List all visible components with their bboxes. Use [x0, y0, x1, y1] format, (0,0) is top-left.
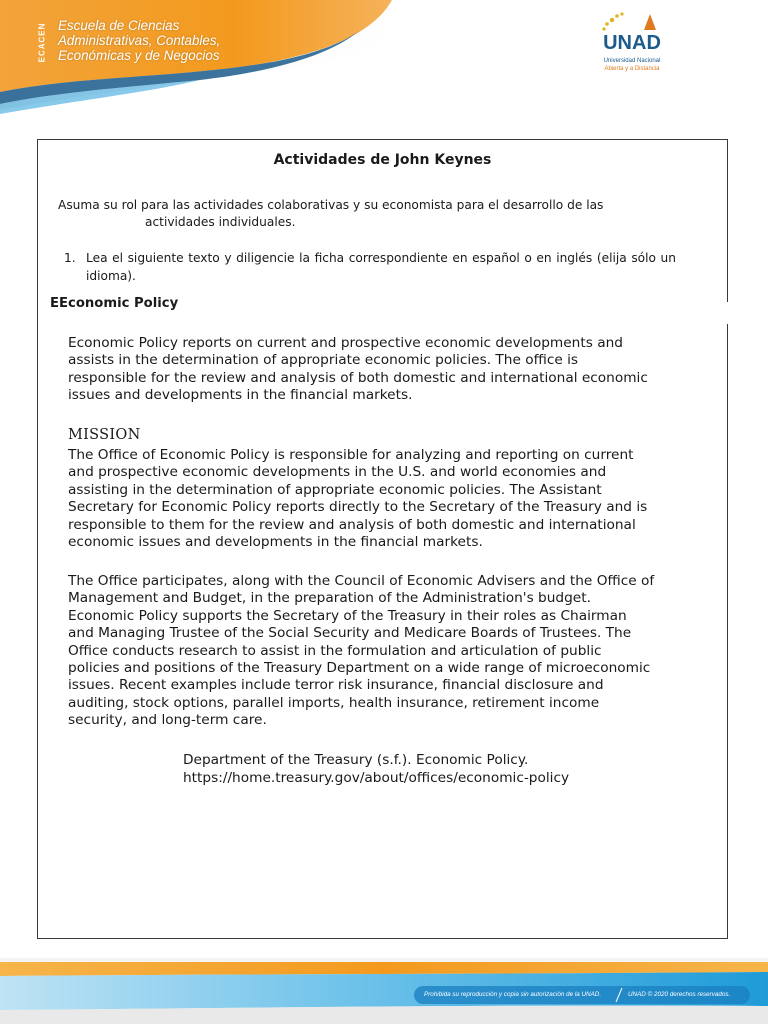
paragraph-line: responsible to them for the review and analysis of both domestic and international	[68, 516, 636, 533]
intro-line: Asuma su rol para las actividades colaborativas y su economista para el desarrollo de las	[58, 198, 604, 212]
school-name-line: Administrativas, Contables,	[58, 33, 221, 48]
logo-wordmark: UNAD	[603, 32, 661, 54]
unad-logo	[592, 8, 682, 84]
footer-notice: Prohibida su reproducción y copia sin autorización de la UNAD.	[424, 991, 602, 998]
paragraph-line: Office conducts research to assist in the formulation and articulation of public	[68, 642, 602, 659]
paragraph-1	[68, 335, 720, 405]
paragraph-line: issues and developments in the financial markets.	[68, 387, 413, 404]
paragraph-line: The Office participates, along with the Council of Economic Advisers and the Office of	[68, 573, 655, 589]
document-title: Actividades de John Keynes	[273, 152, 492, 168]
paragraph-line: security, and long-term care.	[68, 712, 267, 729]
footer-copyright: UNAD © 2020 derechos reservados.	[628, 991, 731, 998]
paragraph-line: policies and positions of the Treasury Department on a wide range of microeconomic	[68, 660, 651, 677]
paragraph-line: assisting in the determination of appropriate economic policies. The Assistant	[68, 481, 602, 498]
logo-subtitle-2: Abierta y a Distancia	[604, 66, 660, 72]
paragraph-line: auditing, stock options, parallel imports, health insurance, retirement income	[68, 694, 600, 711]
school-name-line: Económicas y de Negocios	[58, 48, 220, 63]
paragraph-line: and prospective economic developments in the U.S. and world economies and	[68, 464, 607, 481]
paragraph-3	[68, 573, 720, 730]
school-name-line: Escuela de Ciencias	[58, 18, 180, 33]
citation-url: https://home.treasury.gov/about/offices/economic-policy	[183, 769, 570, 786]
task-text: Lea el siguiente texto y diligencie la ficha correspondiente en español o en inglés (elija sólo un idioma).	[86, 251, 676, 283]
logo-subtitle: Universidad Nacional	[603, 58, 661, 64]
school-acronym-vertical	[36, 22, 56, 70]
paragraph-line: The Office of Economic Policy is responsible for analyzing and reporting on current	[68, 447, 634, 463]
intro-line: actividades individuales.	[145, 215, 296, 229]
section-heading: EEconomic Policy	[50, 296, 179, 311]
task-item	[64, 249, 676, 285]
mission-heading: MISSION	[68, 427, 141, 443]
task-number: 1.	[64, 251, 76, 265]
paragraph-line: and Managing Trustee of the Social Security and Medicare Boards of Trustees. The	[68, 625, 632, 642]
paragraph-line: assists in the determination of appropriate economic policies. The office is	[68, 352, 579, 369]
citation	[183, 752, 683, 787]
paragraph-2	[68, 447, 720, 551]
paragraph-line: Secretary for Economic Policy reports directly to the Secretary of the Treasury and is	[68, 499, 648, 516]
intro-text	[58, 197, 698, 231]
paragraph-line: Management and Budget, in the preparation of the Administration's budget.	[68, 590, 591, 607]
paragraph-line: responsible for the review and analysis of both domestic and international economic	[68, 369, 648, 386]
paragraph-line: Economic Policy supports the Secretary of the Treasury in their roles as Chairman	[68, 607, 627, 624]
paragraph-line: Economic Policy reports on current and prospective economic developments and	[68, 335, 623, 351]
frame-gap	[724, 302, 732, 324]
citation-line: Department of the Treasury (s.f.). Economic Policy.	[183, 752, 529, 768]
paragraph-line: issues. Recent examples include terror risk insurance, financial disclosure and	[68, 677, 604, 694]
paragraph-line: economic issues and developments in the financial markets.	[68, 534, 483, 551]
school-name	[58, 18, 288, 63]
school-acronym: ECACEN	[37, 22, 47, 63]
